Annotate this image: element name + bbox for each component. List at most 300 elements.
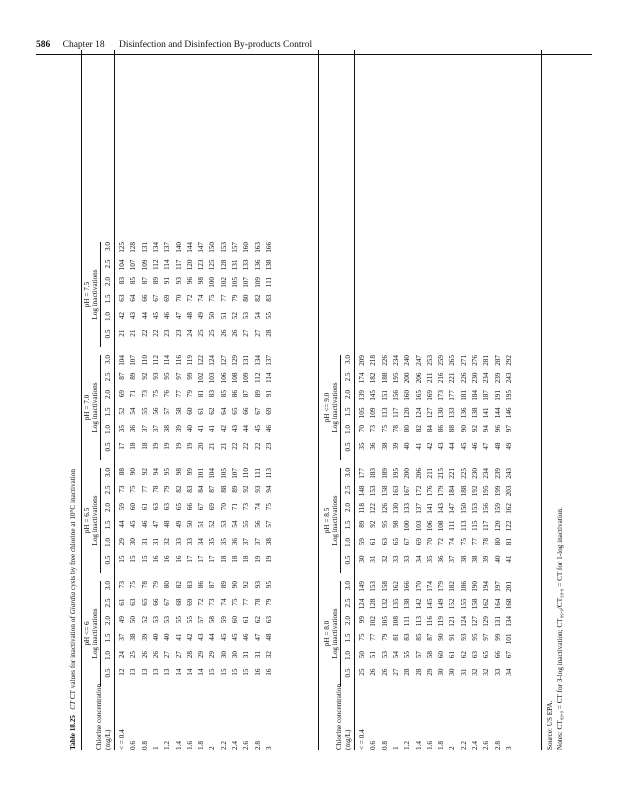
bottom-ct-cell: 77 [471, 538, 480, 546]
top-ct-cell: 57 [163, 407, 172, 415]
bottom-ct-cell: 42 [425, 442, 434, 450]
bottom-ct-cell: 134 [504, 616, 513, 627]
bottom-ct-cell: 99 [358, 616, 367, 624]
top-concentration-cell: 2.2 [219, 741, 228, 750]
bottom-ct-cell: 130 [437, 407, 446, 419]
top-ct-cell: 95 [163, 468, 172, 476]
bottom-table-row [436, 355, 447, 750]
caption-post: cysts by free chlorine at 10°C inactivation [69, 469, 77, 591]
top-ct-cell: 18 [242, 555, 251, 563]
bottom-ct-cell: 74 [448, 538, 457, 546]
top-ct-cell: 107 [231, 468, 240, 479]
top-ct-cell: 79 [163, 485, 172, 493]
bottom-data-table [357, 355, 515, 750]
bottom-ct-cell: 40 [403, 442, 412, 450]
bottom-ct-cell: 35 [425, 555, 434, 563]
bottom-ct-cell: 80 [493, 538, 502, 546]
bottom-ct-cell: 73 [369, 425, 378, 433]
bottom-log-value: 0.5 [344, 555, 352, 565]
top-block-rule [318, 50, 319, 750]
top-ct-cell: 35 [208, 538, 217, 546]
top-ct-cell: 96 [185, 277, 194, 285]
top-spacer-cell [207, 347, 218, 355]
bottom-concentration-cell: 2 [448, 746, 457, 750]
top-ct-cell: 76 [163, 390, 172, 398]
top-spacer-cell [128, 347, 139, 355]
top-ct-cell: 19 [185, 442, 194, 450]
top-ct-cell: 107 [129, 259, 138, 271]
bottom-log-value: 1.0 [344, 651, 352, 660]
top-table-row [162, 242, 173, 750]
bottom-ct-cell: 131 [493, 616, 502, 627]
top-log-label: Log inactivations [92, 242, 101, 347]
top-ct-cell: 65 [140, 598, 149, 606]
top-ct-cell: 65 [174, 503, 183, 511]
top-ct-cell: 140 [174, 242, 183, 253]
bottom-ct-cell: 33 [493, 668, 502, 676]
top-log-value: 2.5 [104, 485, 112, 495]
top-ct-cell: 13 [140, 668, 149, 676]
top-group-header [84, 581, 101, 686]
top-ct-cell: 97 [174, 372, 183, 380]
page-number: 586 [36, 40, 51, 50]
bottom-log-value: 0.5 [344, 668, 352, 678]
top-ct-cell: 79 [264, 598, 273, 606]
top-concentration-cell: 2 [208, 746, 217, 750]
bottom-ct-cell: 152 [448, 598, 457, 610]
top-ct-cell: 72 [197, 598, 206, 606]
top-ct-cell: 63 [129, 598, 138, 606]
top-table-row [207, 242, 218, 750]
top-ct-cell: 82 [253, 294, 262, 302]
bottom-ct-cell: 187 [482, 390, 491, 401]
bottom-ct-cell: 30 [358, 555, 367, 563]
top-ct-cell: 29 [118, 538, 127, 546]
top-ct-cell: 55 [140, 407, 149, 415]
bottom-ct-cell: 182 [448, 581, 457, 592]
top-ct-cell: 15 [242, 668, 251, 676]
bottom-spacer-cell [493, 460, 504, 468]
bottom-ct-cell: 150 [459, 503, 468, 514]
top-ct-cell: 44 [118, 520, 127, 528]
top-ct-cell: 114 [264, 372, 273, 384]
top-spacer-cell [196, 573, 207, 581]
bottom-ct-cell: 102 [369, 616, 378, 627]
top-ct-cell: 131 [140, 242, 149, 253]
bottom-log-value: 2.0 [344, 616, 352, 625]
top-ct-cell: 30 [129, 538, 138, 546]
bottom-ct-cell: 194 [482, 581, 491, 592]
top-concentration-cell: 1.8 [197, 741, 206, 750]
bottom-ct-cell: 36 [437, 555, 446, 563]
bottom-ct-cell: 70 [425, 538, 434, 546]
top-ct-cell: 93 [174, 277, 183, 285]
bottom-concentration-cell: 1.6 [425, 741, 434, 750]
bottom-log-value: 1.0 [344, 425, 352, 434]
top-ct-cell: 21 [118, 329, 127, 337]
top-ct-cell: 105 [231, 277, 240, 288]
bottom-ct-cell: 54 [391, 651, 400, 659]
bottom-ct-cell: 195 [391, 372, 400, 384]
bottom-ct-cell: 69 [414, 538, 423, 546]
top-log-value: 1.0 [104, 425, 112, 434]
top-spacer-cell [219, 347, 230, 355]
bottom-ct-cell: 200 [403, 372, 412, 384]
bottom-ct-cell: 215 [437, 468, 446, 479]
bottom-ct-cell: 77 [369, 633, 378, 641]
bottom-ct-cell: 75 [380, 425, 389, 433]
top-ct-cell: 14 [197, 668, 206, 676]
bottom-ct-cell: 184 [448, 485, 457, 497]
top-ct-cell: 27 [163, 651, 172, 659]
top-spacer-cell [230, 347, 241, 355]
bottom-ct-cell: 85 [414, 633, 423, 641]
bottom-log-value: 0.5 [344, 442, 352, 452]
top-ct-cell: 79 [231, 294, 240, 302]
bottom-ct-cell: 65 [391, 538, 400, 546]
bottom-ct-cell: 174 [358, 372, 367, 384]
top-ct-cell: 25 [197, 329, 206, 337]
top-ct-cell: 31 [253, 651, 262, 659]
top-ct-cell: 27 [174, 651, 183, 659]
top-ct-cell: 19 [174, 442, 183, 450]
top-log-value: 1.0 [104, 651, 112, 660]
top-ct-cell: 16 [253, 668, 262, 676]
bottom-ct-cell: 177 [358, 468, 367, 479]
top-ct-cell: 31 [140, 538, 149, 546]
bottom-ct-cell: 124 [358, 598, 367, 610]
bottom-ct-cell: 153 [369, 485, 378, 497]
table-caption [70, 469, 77, 750]
bottom-ct-cell: 63 [380, 538, 389, 546]
top-ct-cell: 13 [163, 668, 172, 676]
bottom-ct-cell: 90 [459, 425, 468, 433]
top-ct-cell: 15 [208, 668, 217, 676]
running-title: Disinfection and Disinfection By-products Control [118, 40, 313, 50]
top-spacer-cell [253, 573, 264, 581]
top-spacer-cell [151, 460, 162, 468]
bottom-ct-cell: 115 [471, 520, 480, 532]
bottom-ct-cell: 162 [504, 503, 513, 514]
bottom-ct-cell: 118 [358, 503, 367, 514]
top-ct-cell: 36 [231, 538, 240, 546]
bottom-ct-cell: 234 [482, 372, 491, 384]
top-ct-cell: 21 [219, 442, 228, 450]
top-ct-cell: 35 [219, 538, 228, 546]
top-ct-cell: 88 [219, 485, 228, 493]
bottom-ct-cell: 146 [504, 407, 513, 419]
top-ct-cell: 133 [242, 259, 251, 271]
top-ct-cell: 22 [231, 442, 240, 450]
bottom-ct-cell: 105 [358, 407, 367, 419]
top-ct-cell: 40 [163, 633, 172, 641]
bottom-ct-cell: 133 [403, 503, 412, 514]
top-spacer-cell [230, 460, 241, 468]
top-spacer-cell [162, 347, 173, 355]
bottom-ct-cell: 167 [403, 485, 412, 497]
bottom-ct-cell: 117 [482, 520, 491, 532]
top-spacer-cell [241, 347, 252, 355]
bottom-log-value: 2.5 [344, 485, 352, 495]
bottom-concentration-cell: 1.8 [437, 741, 446, 750]
top-ct-cell: 84 [197, 485, 206, 493]
bottom-ct-cell: 59 [358, 538, 367, 546]
top-ct-cell: 50 [185, 520, 194, 528]
bottom-ct-cell: 158 [380, 581, 389, 592]
top-ct-cell: 85 [219, 390, 228, 398]
bottom-ct-cell: 32 [471, 668, 480, 676]
bottom-ct-cell: 144 [493, 407, 502, 419]
bottom-ct-cell: 101 [504, 633, 513, 645]
top-ct-cell: 48 [264, 633, 273, 641]
bottom-ct-cell: 105 [380, 616, 389, 627]
bottom-ct-cell: 203 [504, 485, 513, 497]
top-log-value: 2.0 [104, 390, 112, 399]
top-ct-cell: 45 [151, 312, 160, 320]
top-table-row [117, 242, 128, 750]
top-ct-cell: 107 [242, 277, 251, 288]
bottom-ct-cell: 174 [425, 581, 434, 592]
bottom-ct-cell: 98 [391, 520, 400, 528]
top-ct-cell: 22 [253, 442, 262, 450]
bottom-log-value: 1.5 [344, 633, 352, 643]
bottom-ct-cell: 31 [459, 668, 468, 676]
bottom-ct-cell: 166 [403, 581, 412, 592]
top-spacer-cell [264, 347, 275, 355]
top-ct-cell: 89 [253, 390, 262, 398]
bottom-ct-cell: 141 [425, 503, 434, 514]
bottom-ct-cell: 58 [425, 651, 434, 659]
top-ct-cell: 160 [242, 242, 251, 253]
bottom-log-label: Log inactivations [332, 468, 341, 573]
top-ct-cell: 64 [129, 294, 138, 302]
top-ct-cell: 109 [140, 259, 149, 271]
bottom-ct-cell: 109 [369, 407, 378, 419]
top-spacer-cell [173, 460, 184, 468]
bottom-ct-cell: 33 [403, 555, 412, 563]
top-ct-cell: 153 [219, 242, 228, 253]
top-ct-cell: 83 [208, 390, 217, 398]
top-ct-cell: 91 [264, 390, 273, 398]
top-ct-cell: 38 [129, 633, 138, 641]
bottom-spacer-cell [470, 460, 481, 468]
top-ct-cell: 64 [219, 407, 228, 415]
top-ct-cell: 131 [242, 355, 251, 366]
bottom-ct-cell: 93 [459, 633, 468, 641]
top-spacer-cell [207, 460, 218, 468]
top-ct-cell: 137 [264, 355, 273, 366]
bottom-ct-cell: 26 [369, 668, 378, 676]
top-ct-cell: 42 [219, 425, 228, 433]
top-ct-cell: 77 [174, 390, 183, 398]
top-ct-cell: 69 [118, 390, 127, 398]
top-ct-cell: 53 [151, 616, 160, 624]
bottom-ct-cell: 197 [493, 581, 502, 592]
top-ct-cell: 89 [151, 277, 160, 285]
top-ct-cell: 15 [219, 668, 228, 676]
bottom-table-row [380, 355, 391, 750]
top-ct-cell: 120 [185, 259, 194, 271]
top-ct-cell: 53 [219, 520, 228, 528]
top-ct-cell: 137 [163, 242, 172, 253]
top-ct-cell: 102 [197, 372, 206, 384]
top-ct-cell: 67 [253, 407, 262, 415]
top-concentration-cell: 1.2 [163, 741, 172, 750]
caption-ct: CT [69, 700, 77, 710]
top-concentration-cell: 0.6 [129, 741, 138, 750]
top-ct-cell: 83 [185, 485, 194, 493]
bottom-ct-cell: 127 [425, 407, 434, 419]
top-ct-cell: 12 [118, 668, 127, 676]
table-bottom-rule [541, 50, 542, 750]
bottom-ct-cell: 34 [414, 555, 423, 563]
bottom-ct-cell: 92 [369, 520, 378, 528]
top-ct-cell: 163 [253, 242, 262, 253]
top-ct-cell: 95 [264, 581, 273, 589]
top-spacer-cell [173, 573, 184, 581]
top-ct-cell: 67 [151, 294, 160, 302]
bottom-ct-cell: 281 [482, 355, 491, 366]
top-ct-cell: 38 [264, 538, 273, 546]
caption-rule [81, 50, 82, 750]
top-ct-cell: 117 [174, 259, 183, 271]
top-ct-cell: 102 [219, 277, 228, 288]
bottom-log-value: 1.5 [344, 520, 352, 530]
top-ct-cell: 63 [151, 503, 160, 511]
bottom-ct-cell: 239 [493, 468, 502, 479]
top-ct-cell: 82 [174, 581, 183, 589]
top-ct-cell: 26 [151, 651, 160, 659]
bottom-row-header-line2: (mg/L) [344, 729, 353, 750]
bottom-ct-cell: 129 [482, 616, 491, 627]
top-ct-cell: 31 [242, 651, 251, 659]
bottom-header-rule [354, 50, 355, 750]
bottom-ct-cell: 163 [391, 485, 400, 497]
top-ct-cell: 53 [163, 616, 172, 624]
top-ct-cell: 19 [163, 442, 172, 450]
bottom-spacer-cell [447, 460, 458, 468]
top-ct-cell: 54 [231, 520, 240, 528]
bottom-ct-cell: 111 [403, 616, 412, 627]
bottom-ct-cell: 169 [425, 390, 434, 401]
bottom-ct-cell: 39 [482, 555, 491, 563]
top-ct-cell: 99 [185, 372, 194, 380]
top-ct-cell: 93 [253, 581, 262, 589]
top-spacer-cell [207, 573, 218, 581]
top-ct-cell: 48 [163, 520, 172, 528]
bottom-ct-cell: 103 [414, 520, 423, 532]
top-ct-cell: 44 [140, 312, 149, 320]
bottom-ct-cell: 119 [437, 616, 446, 627]
top-ct-cell: 104 [118, 259, 127, 271]
top-ct-cell: 109 [253, 277, 262, 288]
top-ct-cell: 128 [219, 259, 228, 271]
bottom-ct-cell: 61 [369, 538, 378, 546]
bottom-row-header [335, 684, 354, 750]
top-ct-cell: 104 [118, 355, 127, 366]
top-ct-cell: 59 [118, 503, 127, 511]
bottom-ct-cell: 100 [403, 520, 412, 532]
top-ct-cell: 138 [264, 259, 273, 271]
top-ct-cell: 16 [174, 555, 183, 563]
top-ct-cell: 100 [208, 277, 217, 288]
bottom-ct-cell: 133 [448, 407, 457, 419]
top-ct-cell: 134 [253, 355, 262, 366]
top-ct-cell: 27 [253, 329, 262, 337]
top-ct-cell: 94 [151, 468, 160, 476]
top-ct-cell: 26 [140, 651, 149, 659]
top-spacer-cell [264, 460, 275, 468]
bottom-spacer-cell [436, 460, 447, 468]
bottom-log-value: 2.0 [344, 503, 352, 512]
bottom-ct-cell: 271 [459, 355, 468, 366]
top-spacer-cell [151, 347, 162, 355]
bottom-concentration-cell: 0.6 [369, 741, 378, 750]
top-log-value: 3.0 [104, 355, 112, 364]
top-spacer-cell [117, 573, 128, 581]
top-spacer-cell [162, 573, 173, 581]
top-table-row [140, 242, 151, 750]
bottom-ct-cell: 221 [448, 468, 457, 479]
bottom-concentration-cell: 3 [504, 746, 513, 750]
top-ct-cell: 111 [264, 277, 273, 288]
bottom-ct-cell: 259 [437, 355, 446, 366]
top-ct-cell: 43 [129, 312, 138, 320]
top-concentration-cell: < = 0.4 [118, 729, 127, 750]
top-ct-cell: 15 [129, 555, 138, 563]
top-ct-cell: 74 [197, 294, 206, 302]
bottom-ct-cell: 183 [369, 468, 378, 479]
top-ct-cell: 69 [185, 598, 194, 606]
top-ct-cell: 93 [253, 485, 262, 493]
bottom-ct-cell: 211 [425, 468, 434, 479]
bottom-ct-cell: 66 [493, 651, 502, 659]
bottom-table-row [470, 355, 481, 750]
top-ct-cell: 52 [208, 520, 217, 528]
bottom-ct-cell: 30 [448, 668, 457, 676]
top-ct-cell: 75 [264, 503, 273, 511]
top-ct-cell: 55 [264, 312, 273, 320]
bottom-spacer-cell [380, 460, 391, 468]
top-ph-label: pH = 6.5 [83, 507, 91, 534]
top-log-value: 2.5 [104, 372, 112, 382]
top-ct-cell: 51 [219, 312, 228, 320]
bottom-ct-cell: 218 [369, 355, 378, 366]
top-spacer-cell [253, 460, 264, 468]
bottom-ct-cell: 184 [471, 390, 480, 401]
top-ct-cell: 16 [151, 555, 160, 563]
bottom-ct-cell: 38 [459, 555, 468, 563]
top-ct-cell: 78 [253, 598, 262, 606]
top-spacer-cell [196, 460, 207, 468]
bottom-spacer-cell [436, 573, 447, 581]
bottom-ct-cell: 226 [459, 372, 468, 384]
bottom-log-value: 3.0 [344, 468, 352, 477]
bottom-ct-cell: 234 [482, 468, 491, 479]
top-ct-cell: 17 [208, 555, 217, 563]
top-log-label: Log inactivations [92, 355, 101, 460]
bottom-ct-cell: 145 [369, 390, 378, 401]
top-ct-cell: 33 [185, 538, 194, 546]
bottom-ct-cell: 159 [493, 503, 502, 514]
top-log-value: 0.5 [104, 329, 112, 339]
bottom-ct-cell: 120 [493, 520, 502, 532]
bottom-ct-cell: 216 [437, 372, 446, 384]
top-ct-cell: 60 [231, 616, 240, 624]
bottom-group-header [324, 581, 341, 686]
top-log-value: 1.5 [104, 520, 112, 530]
top-ct-cell: 77 [219, 294, 228, 302]
